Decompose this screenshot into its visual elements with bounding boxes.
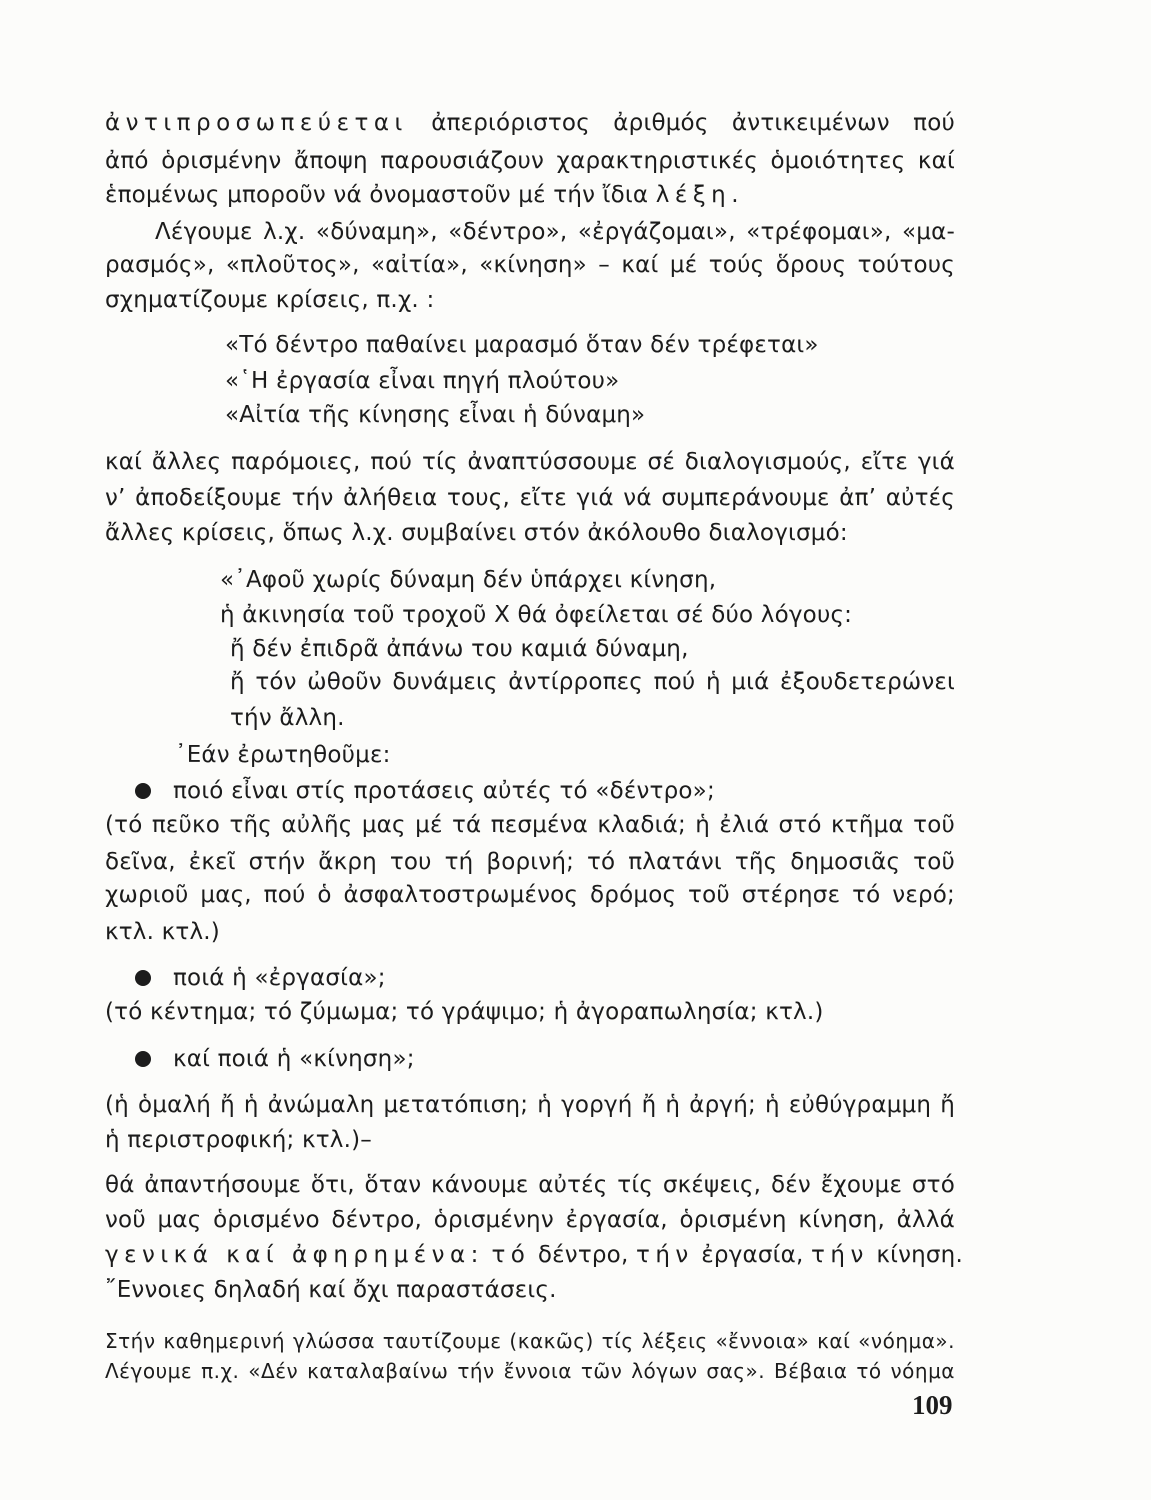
text-line: ν’ ἀποδείξουμε τήν ἀλήθεια τους, εἴτε γιά νά συμπεράνουμε ἀπ’ αὐτές	[105, 485, 955, 511]
reasoning-line: ἤ τόν ὠθοῦν δυνάμεις ἀντίρροπες πού ἡ μιά ἐξουδετερώνει	[230, 669, 955, 695]
text-line: ἀντιπροσωπεύεται ἀπεριόριστος ἀριθμός ἀντικειμένων πού	[105, 110, 955, 136]
bullet-item: ποιά ἡ «ἐργασία»;	[135, 963, 955, 993]
text-line: ῎Εννοιες δηλαδή καί ὄχι παραστάσεις.	[105, 1277, 557, 1303]
text-line: ἀπό ὁρισμένην ἄποψη παρουσιάζουν χαρακτηριστικές ὁμοιότητες καί	[105, 148, 955, 174]
bullet-icon	[135, 970, 151, 986]
text-line: γενικά καί ἀφηρημένα: τό δέντρο, τήν ἐργασία, τήν κίνηση.	[105, 1242, 963, 1268]
bullet-item: καί ποιά ἡ «κίνηση»;	[135, 1044, 955, 1074]
text-line: δεῖνα, ἐκεῖ στήν ἄκρη του τή βορινή; τό πλατάνι τῆς δημοσιᾶς τοῦ	[105, 849, 955, 875]
text-line: Λέγουμε λ.χ. «δύναμη», «δέντρο», «ἐργάζομαι», «τρέφομαι», «μα-	[155, 219, 955, 245]
text-line: ἄλλες κρίσεις, ὅπως λ.χ. συμβαίνει στόν ἀκόλουθο διαλογισμό:	[105, 520, 848, 546]
footnote-line: Στήν καθημερινή γλώσσα ταυτίζουμε (κακῶς) τίς λέξεις «ἔννοια» καί «νόημα».	[105, 1329, 955, 1353]
page-number: 109	[912, 1390, 953, 1420]
reasoning-line: ἤ δέν ἐπιδρᾶ ἀπάνω του καμιά δύναμη,	[230, 636, 689, 662]
bullet-item: ποιό εἶναι στίς προτάσεις αὐτές τό «δέντρο»;	[135, 776, 955, 806]
text-line: κτλ. κτλ.)	[105, 919, 220, 945]
bullet-icon	[135, 1051, 151, 1067]
text-line: νοῦ μας ὁρισμένο δέντρο, ὁρισμένην ἐργασία, ὁρισμένη κίνηση, ἀλλά	[105, 1207, 955, 1233]
text-line: (ἡ ὁμαλή ἤ ἡ ἀνώμαλη μετατόπιση; ἡ γοργή ἤ ἡ ἀργή; ἡ εὐθύγραμμη ἤ	[105, 1092, 955, 1118]
quote-line: «Αἰτία τῆς κίνησης εἶναι ἡ δύναμη»	[225, 402, 646, 428]
reasoning-line: «᾿Αφοῦ χωρίς δύναμη δέν ὑπάρχει κίνηση,	[220, 567, 717, 593]
text-line: (τό πεῦκο τῆς αὐλῆς μας μέ τά πεσμένα κλαδιά; ἡ ἐλιά στό κτῆμα τοῦ	[105, 812, 955, 838]
quote-line: «῾Η ἐργασία εἶναι πηγή πλούτου»	[225, 368, 620, 394]
reasoning-line: ἡ ἀκινησία τοῦ τροχοῦ Χ θά ὀφείλεται σέ δύο λόγους:	[220, 602, 853, 628]
reasoning-line: τήν ἄλλη.	[230, 705, 345, 731]
text-line: ᾿Εάν ἐρωτηθοῦμε:	[175, 742, 391, 768]
text-line: ἑπομένως μποροῦν νά ὀνομαστοῦν μέ τήν ἴδια λέξη.	[105, 182, 739, 208]
footnote-line: Λέγουμε π.χ. «Δέν καταλαβαίνω τήν ἔννοια τῶν λόγων σας». Βέβαια τό νόημα	[105, 1359, 955, 1383]
text-line: ἡ περιστροφική; κτλ.)–	[105, 1127, 372, 1153]
text-line: θά ἀπαντήσουμε ὅτι, ὅταν κάνουμε αὐτές τίς σκέψεις, δέν ἔχουμε στό	[105, 1172, 955, 1198]
text-line: σχηματίζουμε κρίσεις, π.χ. :	[105, 287, 435, 313]
text-line: καί ἄλλες παρόμοιες, πού τίς ἀναπτύσσουμε σέ διαλογισμούς, εἴτε γιά	[105, 449, 955, 475]
bullet-icon	[135, 783, 151, 799]
text-line: (τό κέντημα; τό ζύμωμα; τό γράψιμο; ἡ ἀγοραπωλησία; κτλ.)	[105, 999, 824, 1025]
text-line: ρασμός», «πλοῦτος», «αἰτία», «κίνηση» – καί μέ τούς ὅρους τούτους	[105, 252, 955, 278]
text-line: χωριοῦ μας, πού ὁ ἀσφαλτοστρωμένος δρόμος τοῦ στέρησε τό νερό;	[105, 882, 955, 908]
quote-line: «Τό δέντρο παθαίνει μαρασμό ὅταν δέν τρέφεται»	[225, 332, 819, 358]
